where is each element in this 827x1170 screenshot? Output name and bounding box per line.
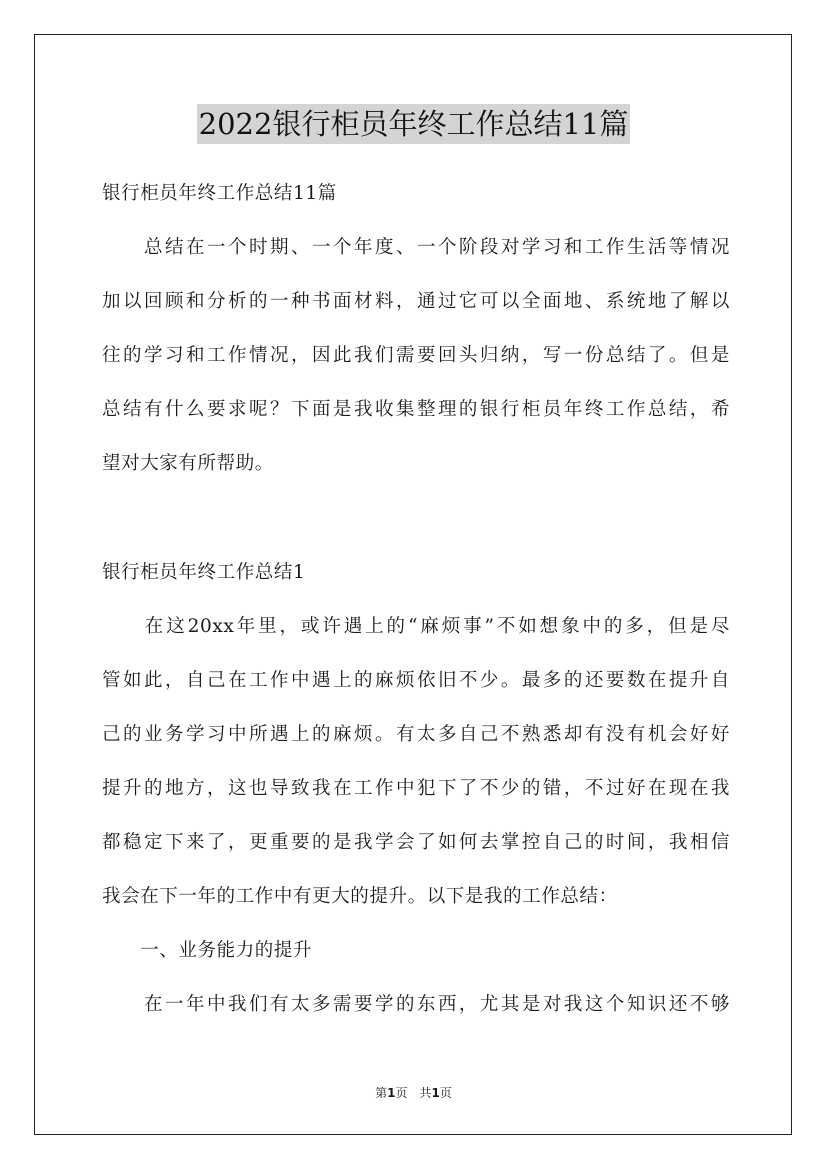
- paragraph-line: 在一年中我们有太多需要学的东西，尤其是对我这个知识还不够: [102, 994, 730, 1015]
- document-title: 2022银行柜员年终工作总结11篇: [197, 104, 631, 144]
- paragraph-line: 总结有什么要求呢？下面是我收集整理的银行柜员年终工作总结，希: [102, 399, 730, 420]
- document-subtitle: 银行柜员年终工作总结11篇: [102, 183, 337, 204]
- paragraph-line: 我会在下一年的工作中有更大的提升。以下是我的工作总结：: [102, 886, 618, 907]
- subheading: 一、业务能力的提升: [102, 940, 313, 961]
- paragraph-line: 加以回顾和分析的一种书面材料，通过它可以全面地、系统地了解以: [102, 291, 730, 312]
- paragraph-line: 己的业务学习中所遇上的麻烦。有太多自己不熟悉却有没有机会好好: [102, 724, 730, 745]
- footer-suffix: 页: [439, 1086, 452, 1100]
- footer-prefix: 第: [375, 1086, 388, 1100]
- paragraph-line: 总结在一个时期、一个年度、一个阶段对学习和工作生活等情况: [102, 237, 730, 258]
- footer-page-total: 1: [431, 1086, 440, 1100]
- footer-mid: 页 共: [395, 1086, 432, 1100]
- section-heading: 银行柜员年终工作总结1: [102, 562, 306, 583]
- paragraph-line: 望对大家有所帮助。: [102, 453, 274, 474]
- paragraph-line: 在这20xx年里，或许遇上的“麻烦事”不如想象中的多，但是尽: [102, 616, 730, 637]
- title-container: [0, 104, 827, 144]
- paragraph-line: 管如此，自己在工作中遇上的麻烦依旧不少。最多的还要数在提升自: [102, 670, 730, 691]
- page-footer: [0, 1085, 827, 1101]
- paragraph-line: 往的学习和工作情况，因此我们需要回头归纳，写一份总结了。但是: [102, 345, 730, 366]
- paragraph-line: 都稳定下来了，更重要的是我学会了如何去掌控自己的时间，我相信: [102, 832, 730, 853]
- footer-page-current: 1: [387, 1086, 396, 1100]
- paragraph-line: 提升的地方，这也导致我在工作中犯下了不少的错，不过好在现在我: [102, 778, 730, 799]
